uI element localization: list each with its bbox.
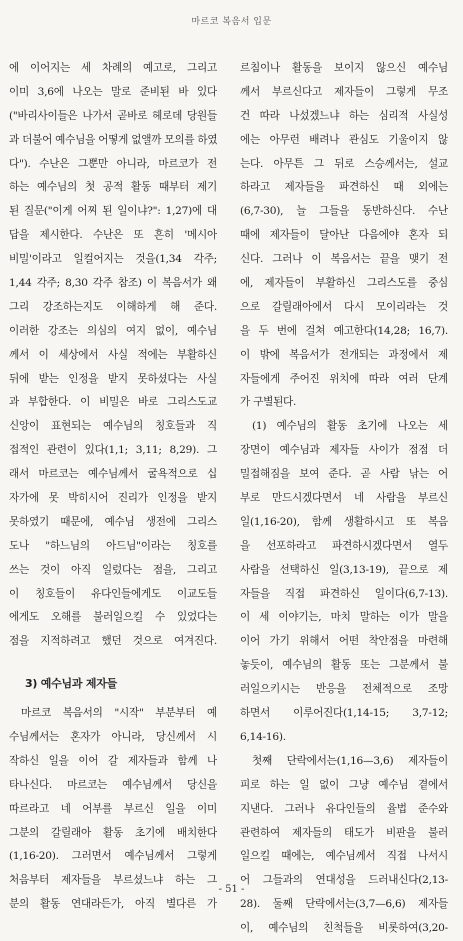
text-line: 답을 제시한다. 수난은 또 흔히 '메시아 <box>9 229 217 242</box>
text-line: 마르코 복음서의 "시작" 부분부터 예 <box>21 707 217 720</box>
right-column <box>240 57 448 941</box>
text-line: 쓰는 것이 아직 일렀다는 점을, 그리고 <box>9 563 217 576</box>
text-line: 어 그들과의 연대성을 드러내신다(2,13- <box>240 874 448 887</box>
text-line: 따르라고 네 어부를 부르신 일을 이미 <box>9 802 217 815</box>
paragraph <box>240 750 448 941</box>
text-line: 일으킬 때에는, 예수님께서 직접 나서시 <box>240 850 448 863</box>
text-line: 그리 강조하는지도 이해하게 해 준다. <box>9 300 217 313</box>
text-line: 이 세 이야기는, 마치 말하는 이가 말을 <box>240 611 448 624</box>
paragraph <box>240 415 448 749</box>
text-line: 타나신다. 마르코는 예수님께서 당신을 <box>9 778 217 791</box>
text-line: 일(1,16-20), 함께 생활하시고 또 복음 <box>240 515 448 528</box>
text-line: 과 부합한다. 이 비밀은 바로 그리스도교 <box>9 396 217 409</box>
text-line: 때에 제자들이 달아난 다음에야 혼자 되 <box>240 229 448 242</box>
text-line: 작하신 일을 이어 갈 제자들과 함께 나 <box>9 754 217 767</box>
section-gap <box>9 654 217 666</box>
text-line: (1,16-20). 그러면서 예수님께서 그렇게 <box>9 850 217 863</box>
text-line: 자들을 직접 파견하신 일이다(6,7-13). <box>240 587 448 600</box>
text-line: 피로 하는 일 없이 그냥 예수님 곁에서 <box>240 778 448 791</box>
text-line: 지낸다. 그러나 유다인들의 율법 준수와 <box>240 802 448 815</box>
text-line: 접적인 관련이 있다(1,1; 3,11; 8,29). 그 <box>9 444 217 457</box>
text-line: 장면이 예수님과 제자들 사이가 점점 더 <box>240 444 448 457</box>
text-line: 자가에 못 박히시어 진리가 인정을 받지 <box>9 492 217 505</box>
text-line: 이 밖에 복음서가 전개되는 과정에서 제 <box>240 348 448 361</box>
text-line: 건 따라 나섰겠느냐 하는 심리적 사실성 <box>240 109 448 122</box>
text-line: 께서 이 세상에서 사실 적에는 부활하신 <box>9 348 217 361</box>
text-line: 부로 만드시겠다면서 네 사람을 부르신 <box>240 492 448 505</box>
text-line: 놓듯이, 예수님의 활동 또는 그분께서 불 <box>240 659 448 672</box>
text-line: 신앙이 표현되는 예수님의 칭호들과 직 <box>9 420 217 433</box>
text-line: 하라고 제자들을 파견하신 때 외에는 <box>240 181 448 194</box>
text-line: 에, 제자들이 부활하신 그리스도를 중심 <box>240 277 448 290</box>
text-line: 는다. 아무튼 그 뒤로 스승께서는, 설교 <box>240 157 448 170</box>
paragraph <box>240 57 448 415</box>
text-line: 을 두 번에 걸쳐 예고한다(14,28; 16,7). <box>240 324 448 337</box>
section-heading: 3) 예수님과 제자들 <box>25 677 117 691</box>
text-line: ("바리사이들은 나가서 곧바로 헤로데 당원들 <box>9 109 217 122</box>
text-line: 처음부터 제자들을 부르셨느냐 하는 그 <box>9 874 217 887</box>
text-line: 을 선포하라고 파견하시겠다면서 열두 <box>240 539 448 552</box>
text-line: 르침이나 활동을 보이지 않으신 예수님 <box>240 62 448 74</box>
text-line: 28). 둘째 단락에서는(3,7—6,6) 제자들 <box>240 898 448 911</box>
text-line: 된 질문("이게 어찌 된 일이냐?": 1,27)에 대 <box>9 205 217 218</box>
text-line: 못하였기 때문에, 예수님 생전에 그리스 <box>9 515 217 528</box>
text-line: 뒤에 받는 인정을 받지 못하셨다는 사실 <box>9 372 217 385</box>
text-line: 비밀'이라고 일컬어지는 것을(1,34 각주; <box>9 253 217 266</box>
text-line: 신다. 그러나 이 복음서는 끝을 맺기 전 <box>240 253 448 266</box>
text-line: 에 이어지는 세 차례의 예고로, 그리고 <box>9 62 217 74</box>
text-line: 이 칭호들이 유다인들에게도 이교도들 <box>9 587 217 600</box>
running-header: 마르코 복음서 입문 <box>191 17 272 27</box>
text-line: 께서 부르신다고 제자들이 그렇게 무조 <box>240 85 448 98</box>
text-line: 점을 지적하려고 했던 것으로 여겨진다. <box>9 635 217 648</box>
text-line: 다"). 수난은 그뿐만 아니라, 마르코가 전 <box>9 157 217 170</box>
paragraph <box>9 57 217 654</box>
text-line: 과 더불어 예수님을 어떻게 없앨까 모의를 하였 <box>9 133 217 146</box>
text-line: 하는 예수님의 첫 공적 활동 때부터 제기 <box>9 181 217 194</box>
text-line: 그분의 갈릴래아 활동 초기에 배치한다 <box>9 826 217 839</box>
text-line: 수님께서는 혼자가 아니라, 당신께서 시 <box>9 730 217 743</box>
text-line: 관련하여 제자들의 태도가 비판을 불러 <box>240 826 448 839</box>
text-line: 자들에게 주어진 위치에 따라 여러 단계 <box>240 372 448 385</box>
text-line: 으로 갈릴래아에서 다시 모이리라는 것 <box>240 300 448 313</box>
left-column <box>9 57 217 917</box>
page-number: - 51 - <box>218 884 245 895</box>
text-line: 래서 마르코는 예수님께서 굴욕적으로 십 <box>9 468 217 481</box>
text-line: 사람을 선택하신 일(3,13-19), 끝으로 제 <box>240 563 448 576</box>
text-line: 이어 가기 위해서 어떤 착안점을 마련해 <box>240 635 448 648</box>
text-line: 하면서 이루어진다(1,14-15; 3,7-12; <box>240 707 448 720</box>
text-line: 도나 "하느님의 아드님"이라는 칭호를 <box>9 539 217 552</box>
text-line: 가 구별된다. <box>240 396 297 409</box>
text-line: 이, 예수님의 친척들을 비롯하여(3,20- <box>240 922 448 935</box>
text-line: 러일으키시는 반응을 전체적으로 조망 <box>240 683 448 696</box>
text-line: 밀접해짐을 보여 준다. 곧 사람 낚는 어 <box>240 468 448 481</box>
text-line: 1,44 각주; 8,30 각주 참조) 이 복음서가 왜 <box>9 277 217 290</box>
text-line: 이미 3,6에 나오는 말로 준비된 바 있다 <box>9 85 217 98</box>
text-line: (1) 예수님의 활동 초기에 나오는 세 <box>252 420 448 433</box>
text-line: 에게도 오해를 불러일으킬 수 있었다는 <box>9 611 217 624</box>
text-line: (6,7-30), 늘 그들을 동반하신다. 수난 <box>240 205 448 218</box>
text-line: 에는 아무런 배려나 관심도 기울이지 않 <box>240 133 448 146</box>
text-line: 이러한 강조는 의심의 여지 없이, 예수님 <box>9 324 217 337</box>
text-line: 분의 활동 연대라든가, 아직 별다른 가 <box>9 898 217 911</box>
text-line: 첫째 단락에서는(1,16—3,6) 제자들이 <box>252 754 448 767</box>
text-line: 6,14-16). <box>240 730 286 743</box>
